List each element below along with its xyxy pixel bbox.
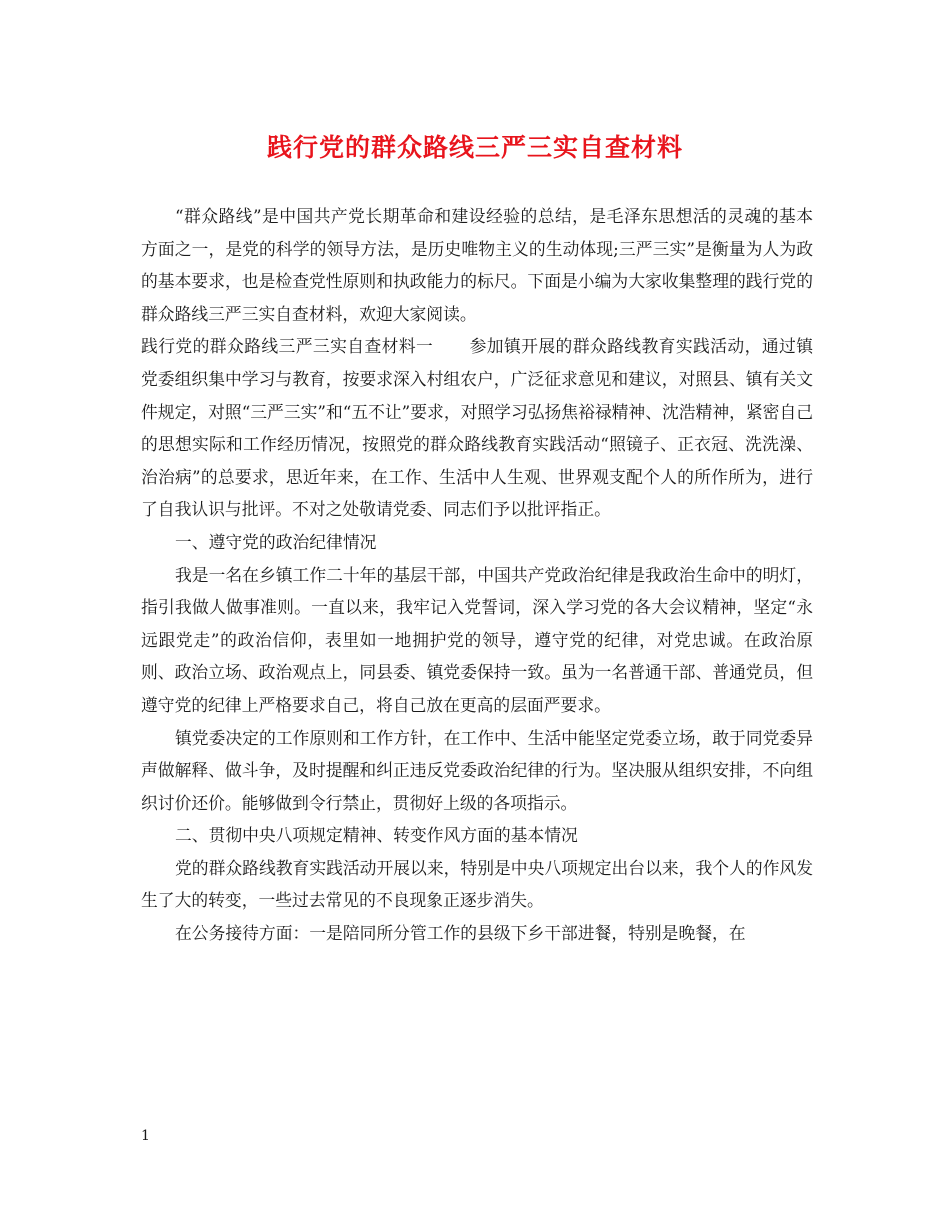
document-body xyxy=(141,200,813,950)
intro-paragraph: “群众路线”是中国共产党长期革命和建设经验的总结，是毛泽东思想活的灵魂的基本方面之一，是党的科学的领导方法，是历史唯物主义的生动体现;三严三实”是衡量为人为政的基本要求，也是检查党性原则和执政能力的标尺。下面是小编为大家收集整理的践行党的群众路线三严三实自查材料，欢迎大家阅读。 xyxy=(141,206,813,324)
section-paragraph xyxy=(141,330,813,526)
section-heading: 践行党的群众路线三严三实自查材料一 xyxy=(141,336,434,357)
document-title: 践行党的群众路线三严三实自查材料 xyxy=(266,133,683,162)
page-number: 1 xyxy=(141,1128,150,1144)
paragraph-party-committee: 镇党委决定的工作原则和工作方针，在工作中、生活中能坚定党委立场，敢于同党委异声做解释、做斗争，及时提醒和纠正违反党委政治纪律的行为。坚决服从组织安排，不向组织讨价还价。能够做到令行禁止，贯彻好上级的各项指示。 xyxy=(141,727,813,813)
paragraph-official-reception: 在公务接待方面：一是陪同所分管工作的县级下乡干部进餐，特别是晚餐，在 xyxy=(175,923,746,944)
section-body: 参加镇开展的群众路线教育实践活动，通过镇党委组织集中学习与教育，按要求深入村组农户，广泛征求意见和建议，对照县、镇有关文件规定，对照“三严三实”和“五不让”要求，对照学习弘扬焦裕禄精神、沈浩精神，紧密自己的思想实际和工作经历情况，按照党的群众路线教育实践活动“照镜子、正衣冠、洗洗澡、治治病”的总要求，思近年来，在工作、生活中人生观、世界观支配个人的所作所为，进行了自我认识与批评。不对之处敬请党委、同志们予以批评指正。 xyxy=(141,336,814,520)
heading-eight-regulations: 二、贯彻中央八项规定精神、转变作风方面的基本情况 xyxy=(175,825,578,846)
paragraph-political-discipline: 我是一名在乡镇工作二十年的基层干部，中国共产党政治纪律是我政治生命中的明灯，指引我做人做事准则。一直以来，我牢记入党誓词，深入学习党的各大会议精神，坚定“永远跟党走”的政治信仰，表里如一地拥护党的领导，遵守党的纪律，对党忠诚。在政治原则、政治立场、政治观点上，同县委、镇党委保持一致。虽为一名普通干部、普通党员，但遵守党的纪律上严格要求自己，将自己放在更高的层面严要求。 xyxy=(141,564,813,715)
paragraph-style-change: 党的群众路线教育实践活动开展以来，特别是中央八项规定出台以来，我个人的作风发生了大的转变，一些过去常见的不良现象正逐步消失。 xyxy=(141,857,813,911)
heading-political-discipline: 一、遵守党的政治纪律情况 xyxy=(175,531,377,552)
